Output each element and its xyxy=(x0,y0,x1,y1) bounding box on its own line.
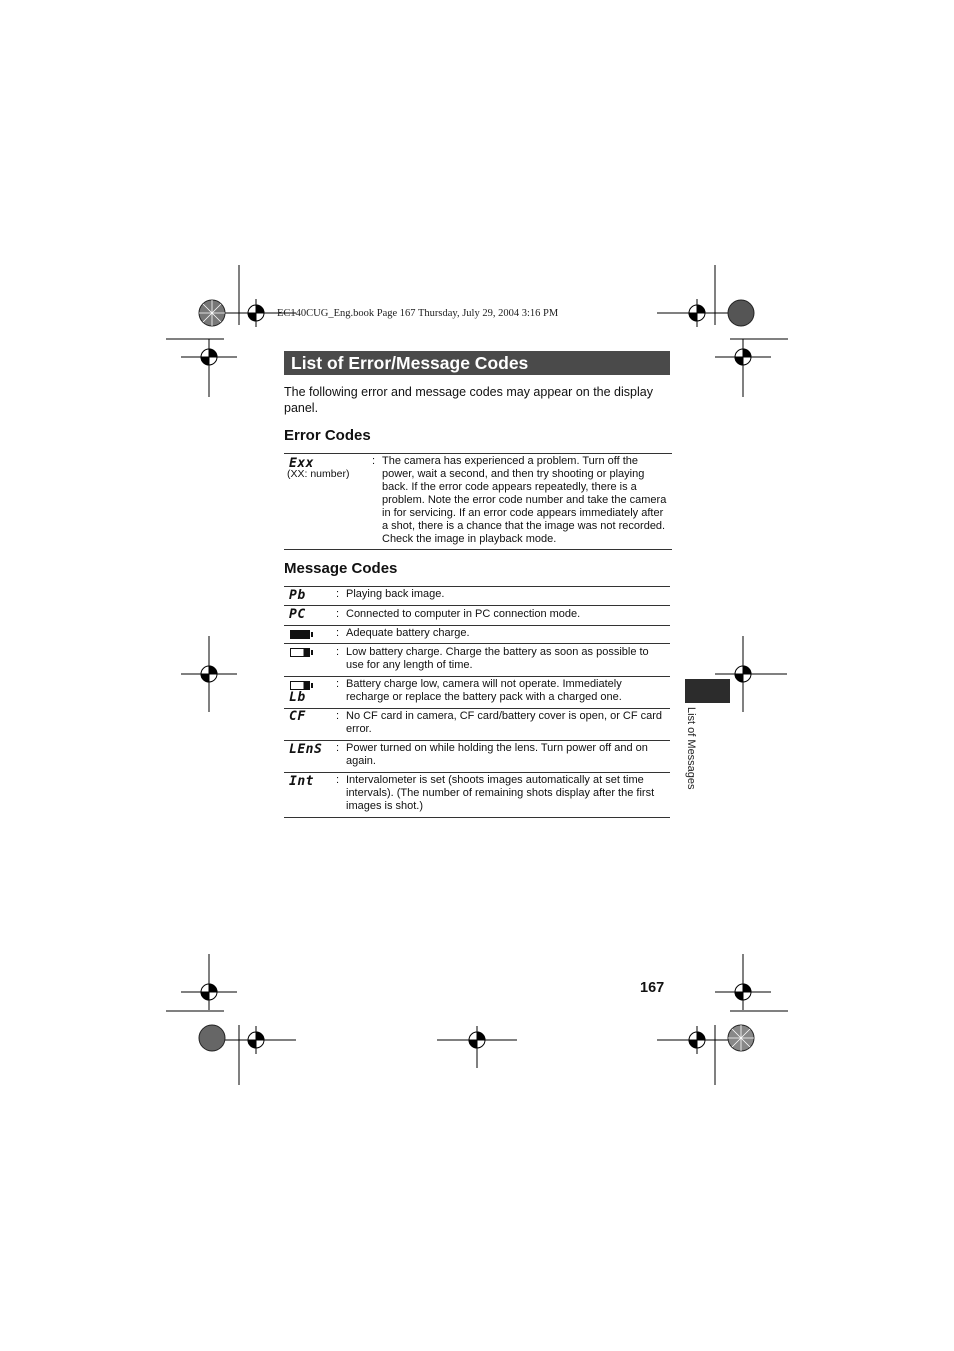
message-description: Intervalometer is set (shoots images automatically at set time intervals). (The number of remaining shots display after the first images is shot.) xyxy=(346,774,655,812)
message-table-bottom-rule xyxy=(284,817,670,818)
error-codes-heading: Error Codes xyxy=(284,427,371,444)
intro-paragraph: The following error and message codes may appear on the display panel. xyxy=(284,385,653,415)
message-code-cf: CF xyxy=(289,709,306,724)
error-description: The camera has experienced a problem. Turn off the power, wait a second, and then try shooting or playing back. If the error code appears repeatedly, there is a problem. Note the error code number and take the camera in for servicing. If an error code appears immediately after a shot, there is a chance that the image was not recorded. Check the image in playback mode. xyxy=(382,455,667,545)
message-code-pc: PC xyxy=(289,607,306,622)
message-table-top-rule xyxy=(284,586,670,587)
section-tab xyxy=(685,679,730,703)
message-description: Connected to computer in PC connection mode. xyxy=(346,608,581,620)
file-header-line: EC140CUG_Eng.book Page 167 Thursday, July 29, 2004 3:16 PM xyxy=(277,308,559,319)
message-separator: : xyxy=(336,774,340,786)
message-row-rule xyxy=(284,605,670,606)
message-separator: : xyxy=(336,710,340,722)
message-row-rule xyxy=(284,708,670,709)
message-separator: : xyxy=(336,678,340,690)
error-code-exx: Exx xyxy=(289,456,314,471)
message-description: Battery charge low, camera will not operate. Immediately recharge or replace the battery pack with a charged one. xyxy=(346,678,622,703)
battery-low-icon xyxy=(290,681,310,690)
message-row-rule xyxy=(284,740,670,741)
message-separator: : xyxy=(336,608,340,620)
message-code-lens: LEnS xyxy=(289,742,323,757)
message-separator: : xyxy=(336,742,340,754)
message-description: Low battery charge. Charge the battery as soon as possible to use for any length of time. xyxy=(346,646,649,671)
message-description: Adequate battery charge. xyxy=(346,627,470,639)
message-description: No CF card in camera, CF card/battery cover is open, or CF card error. xyxy=(346,710,663,735)
message-code-lb: Lb xyxy=(289,690,306,705)
section-side-label xyxy=(684,707,698,797)
message-code-int: Int xyxy=(289,774,314,789)
page-title-bar xyxy=(284,351,670,375)
message-separator: : xyxy=(336,627,340,639)
message-description: Playing back image. xyxy=(346,588,445,600)
battery-low-icon xyxy=(290,648,310,657)
error-table-top-rule xyxy=(284,453,672,454)
message-row-rule xyxy=(284,643,670,644)
message-code-pb: Pb xyxy=(289,588,306,603)
error-table-bottom-rule xyxy=(284,549,672,550)
message-separator: : xyxy=(336,646,340,658)
page-number: 167 xyxy=(640,980,665,996)
error-separator: : xyxy=(372,455,376,467)
page-title: List of Error/Message Codes xyxy=(291,353,529,373)
message-row-rule xyxy=(284,772,670,773)
message-row-rule xyxy=(284,625,670,626)
battery-full-icon xyxy=(290,630,310,639)
error-code-sub: (XX: number) xyxy=(287,468,350,480)
message-description: Power turned on while holding the lens. Turn power off and on again. xyxy=(346,742,648,767)
message-separator: : xyxy=(336,588,340,600)
message-row-rule xyxy=(284,676,670,677)
message-codes-heading: Message Codes xyxy=(284,560,398,577)
section-side-label-text: List of Messages xyxy=(685,707,697,790)
